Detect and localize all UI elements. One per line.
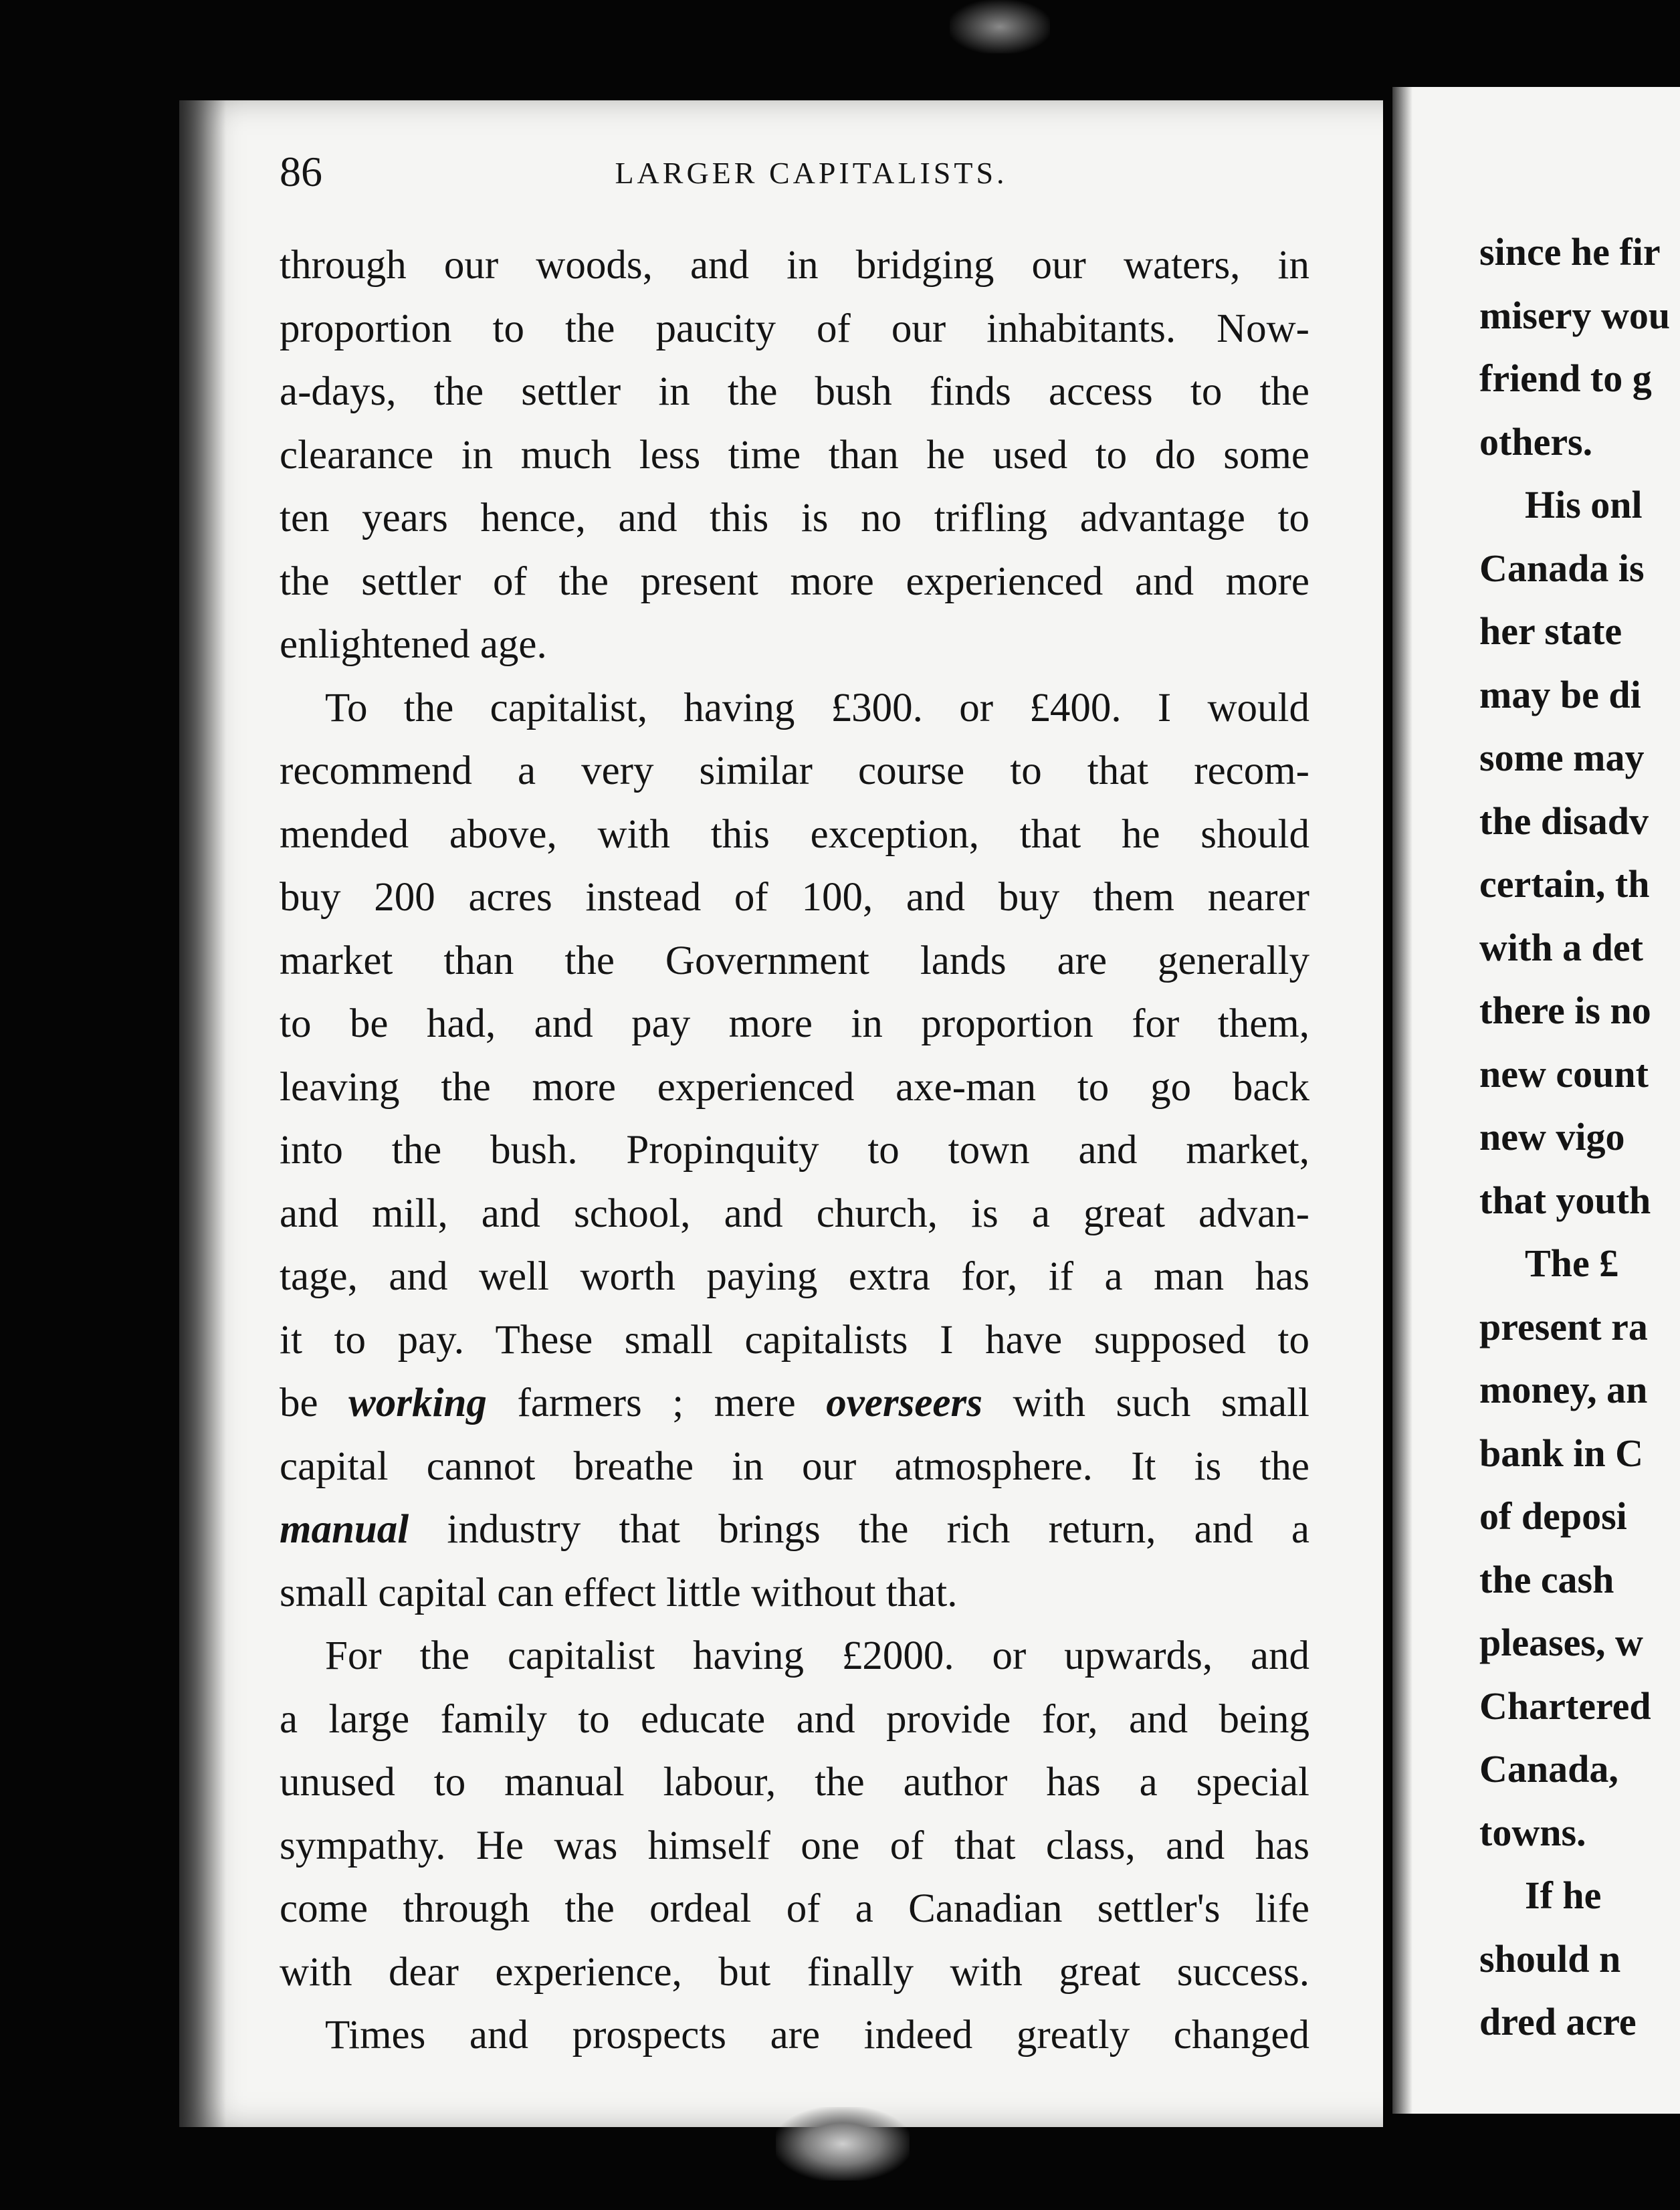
- right-text-line: the cash: [1479, 1557, 1614, 1601]
- right-text-line: should n: [1479, 1936, 1621, 1981]
- text-line: For the capitalist having £2000. or upwards, and: [325, 1633, 1309, 1678]
- right-text-line: some may: [1479, 736, 1645, 779]
- right-page-text: [1479, 221, 1680, 2054]
- running-head: LARGER CAPITALISTS.: [615, 156, 1008, 190]
- right-text-line: towns.: [1479, 1810, 1586, 1854]
- scan-smudge-top: [950, 0, 1050, 54]
- text-line: clearance in much less time than he used to do some: [280, 432, 1309, 478]
- text-line: mended above, with this exception, that he should: [280, 811, 1309, 857]
- right-text-line: dred acre: [1479, 2000, 1637, 2043]
- right-text-line: misery wou: [1479, 293, 1671, 337]
- text-line: [280, 1372, 1309, 1435]
- right-text-line: Chartered: [1479, 1684, 1651, 1728]
- right-text-line: The £: [1525, 1241, 1619, 1285]
- text-line: sympathy. He was himself one of that class, and has: [280, 1823, 1309, 1868]
- right-text-line: new vigo: [1479, 1115, 1625, 1159]
- text-line: small capital can effect little without that.: [280, 1570, 958, 1615]
- right-text-line: her state: [1479, 609, 1622, 653]
- text-line: proportion to the paucity of our inhabitants. Now-: [280, 306, 1309, 351]
- right-text-line: present ra: [1479, 1304, 1648, 1348]
- binding-shadow-right: [1392, 87, 1412, 2114]
- text-segment: industry that brings the rich return, and a: [409, 1507, 1309, 1552]
- binding-shadow: [179, 100, 226, 2127]
- text-line: with dear experience, but finally with great success.: [280, 1949, 1309, 1995]
- scan-smudge-bottom: [776, 2107, 910, 2181]
- right-text-line: friend to g: [1479, 357, 1652, 400]
- right-text-line: of deposi: [1479, 1494, 1627, 1538]
- text-segment: with such small: [982, 1381, 1310, 1425]
- right-text-line: His onl: [1525, 483, 1643, 526]
- text-line: unused to manual labour, the author has a special: [280, 1760, 1309, 1805]
- text-line: to be had, and pay more in proportion for them,: [280, 1001, 1309, 1046]
- right-text-line: there is no: [1479, 989, 1651, 1032]
- right-text-line: that youth: [1479, 1178, 1651, 1222]
- left-page: [179, 100, 1383, 2127]
- text-line: Times and prospects are indeed greatly changed: [325, 2013, 1309, 2057]
- italic-word: working: [348, 1381, 487, 1425]
- right-text-line: Canada is: [1479, 546, 1645, 590]
- text-line: To the capitalist, having £300. or £400. I would: [325, 685, 1309, 730]
- text-line: into the bush. Propinquity to town and market,: [280, 1128, 1309, 1173]
- body-text: [280, 234, 1309, 2068]
- text-line: a-days, the settler in the bush finds access to the: [280, 369, 1309, 414]
- right-text-line: with a det: [1479, 925, 1643, 969]
- right-text-line: the disadv: [1479, 799, 1649, 843]
- text-line: market than the Government lands are generally: [280, 938, 1309, 983]
- right-text-line: pleases, w: [1479, 1621, 1643, 1664]
- text-line: enlightened age.: [280, 622, 547, 667]
- page-header: [280, 147, 1343, 221]
- text-line: through our woods, and in bridging our waters, in: [280, 243, 1309, 288]
- right-page: [1392, 87, 1680, 2114]
- right-text-line: money, an: [1479, 1368, 1648, 1411]
- right-text-line: new count: [1479, 1051, 1649, 1096]
- text-line: capital cannot breathe in our atmosphere. It is the: [280, 1443, 1309, 1489]
- text-line: and mill, and school, and church, is a great advan-: [280, 1191, 1309, 1236]
- text-line: [280, 1498, 1309, 1562]
- text-line: ten years hence, and this is no trifling advantage to: [280, 496, 1309, 540]
- right-text-line: Canada,: [1479, 1747, 1618, 1791]
- right-text-line: bank in C: [1479, 1431, 1644, 1475]
- text-line: recommend a very similar course to that recom-: [280, 748, 1309, 793]
- right-text-line: may be di: [1479, 672, 1641, 716]
- italic-word: manual: [280, 1507, 409, 1552]
- text-line: buy 200 acres instead of 100, and buy them nearer: [280, 875, 1309, 920]
- text-line: a large family to educate and provide for, and being: [280, 1696, 1309, 1742]
- right-text-line: others.: [1479, 419, 1593, 464]
- text-segment: be: [280, 1381, 349, 1425]
- text-line: leaving the more experienced axe-man to go back: [280, 1064, 1309, 1110]
- text-line: tage, and well worth paying extra for, if a man has: [280, 1254, 1309, 1299]
- text-line: come through the ordeal of a Canadian settler's life: [280, 1886, 1309, 1931]
- page-number: 86: [280, 148, 322, 195]
- right-text-line: certain, th: [1479, 862, 1650, 906]
- right-text-line: If he: [1525, 1874, 1602, 1917]
- italic-word: overseers: [826, 1381, 982, 1425]
- text-line: it to pay. These small capitalists I have supposed to: [280, 1317, 1309, 1363]
- text-line: the settler of the present more experienced and more: [280, 559, 1309, 604]
- text-segment: farmers ; mere: [486, 1381, 827, 1425]
- right-text-line: since he fir: [1479, 230, 1661, 274]
